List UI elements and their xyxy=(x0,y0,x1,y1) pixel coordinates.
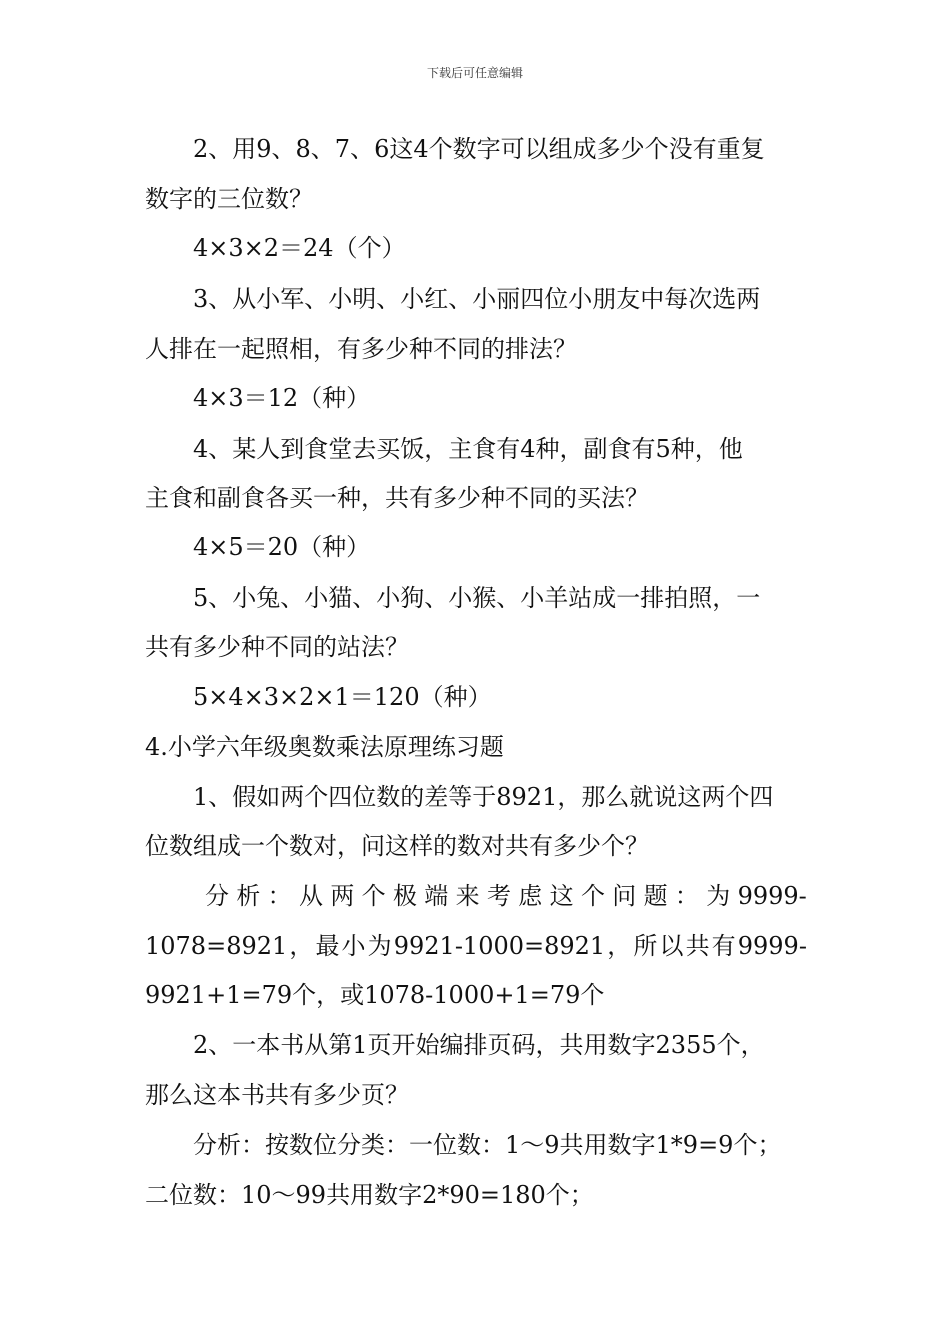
analysis-token: 9999- xyxy=(737,932,807,960)
problem-5-line-1: 5、小兔、小猫、小狗、小猴、小羊站成一排拍照，一 xyxy=(193,584,761,612)
analysis-token: 极 xyxy=(392,882,417,910)
analysis-token: 端 xyxy=(424,882,449,910)
problem-3-line-2: 人排在一起照相，有多少种不同的排法？ xyxy=(145,335,577,363)
analysis-token: 题 xyxy=(643,882,668,910)
problem-4-answer: 4×5＝20（种） xyxy=(193,533,371,561)
analysis-token: 从 xyxy=(298,882,323,910)
analysis-token: 析 xyxy=(236,882,261,910)
analysis-token: 以 xyxy=(659,932,684,960)
problem-2-answer: 4×3×2＝24（个） xyxy=(193,234,406,262)
analysis-token: 个 xyxy=(580,882,605,910)
exercise-2-line-2: 那么这本书共有多少页？ xyxy=(145,1081,409,1109)
exercise-2-analysis-line-1: 分析：按数位分类：一位数：1～9共用数字1*9=9个； xyxy=(193,1131,782,1159)
analysis-token: 为 xyxy=(706,882,731,910)
analysis-token: ： xyxy=(674,882,699,910)
analysis-token: 最 xyxy=(315,932,340,960)
analysis-token: 9999- xyxy=(737,882,807,910)
section-heading: 4.小学六年级奥数乘法原理练习题 xyxy=(145,733,504,761)
analysis-token: 1078=8921 xyxy=(145,932,288,960)
problem-4-line-1: 4、某人到食堂去买饭，主食有4种，副食有5种，他 xyxy=(193,435,743,463)
problem-5-line-2: 共有多少种不同的站法？ xyxy=(145,633,409,661)
analysis-token: 问 xyxy=(612,882,637,910)
exercise-1-line-2: 位数组成一个数对，问这样的数对共有多少个？ xyxy=(145,832,649,860)
analysis-token: 虑 xyxy=(518,882,543,910)
analysis-token: 来 xyxy=(455,882,480,910)
analysis-token: 分 xyxy=(205,882,229,910)
problem-2-line-2: 数字的三位数？ xyxy=(145,185,313,213)
exercise-2-line-1: 2、一本书从第1页开始编排页码，共用数字2355个， xyxy=(193,1031,765,1059)
exercise-1-analysis-line-2 xyxy=(145,931,807,961)
analysis-token: ， xyxy=(607,932,632,960)
exercise-1-line-1: 1、假如两个四位数的差等于8921，那么就说这两个四 xyxy=(193,783,774,811)
analysis-token: 有 xyxy=(711,932,736,960)
exercise-2-analysis-line-2: 二位数：10～99共用数字2*90=180个； xyxy=(145,1181,594,1209)
exercise-1-analysis-line-1 xyxy=(205,881,807,911)
exercise-1-analysis-line-3: 9921+1=79个，或1078-1000+1=79个 xyxy=(145,981,605,1009)
analysis-token: 为 xyxy=(367,932,392,960)
analysis-token: 共 xyxy=(685,932,710,960)
analysis-token: ， xyxy=(289,932,314,960)
analysis-token: 所 xyxy=(633,932,658,960)
problem-2-line-1: 2、用9、8、7、6这4个数字可以组成多少个没有重复 xyxy=(193,135,765,163)
analysis-token: 这 xyxy=(549,882,574,910)
page-header: 下载后可任意编辑 xyxy=(426,66,523,80)
analysis-token: 9921-1000=8921 xyxy=(393,932,606,960)
problem-3-answer: 4×3＝12（种） xyxy=(193,384,371,412)
analysis-token: 两 xyxy=(330,882,355,910)
analysis-token: 考 xyxy=(486,882,511,910)
analysis-token: 个 xyxy=(361,882,386,910)
problem-4-line-2: 主食和副食各买一种，共有多少种不同的买法？ xyxy=(145,484,649,512)
analysis-token: ： xyxy=(267,882,292,910)
analysis-token: 小 xyxy=(341,932,366,960)
problem-5-answer: 5×4×3×2×1＝120（种） xyxy=(193,683,492,711)
problem-3-line-1: 3、从小军、小明、小红、小丽四位小朋友中每次选两 xyxy=(193,285,761,313)
